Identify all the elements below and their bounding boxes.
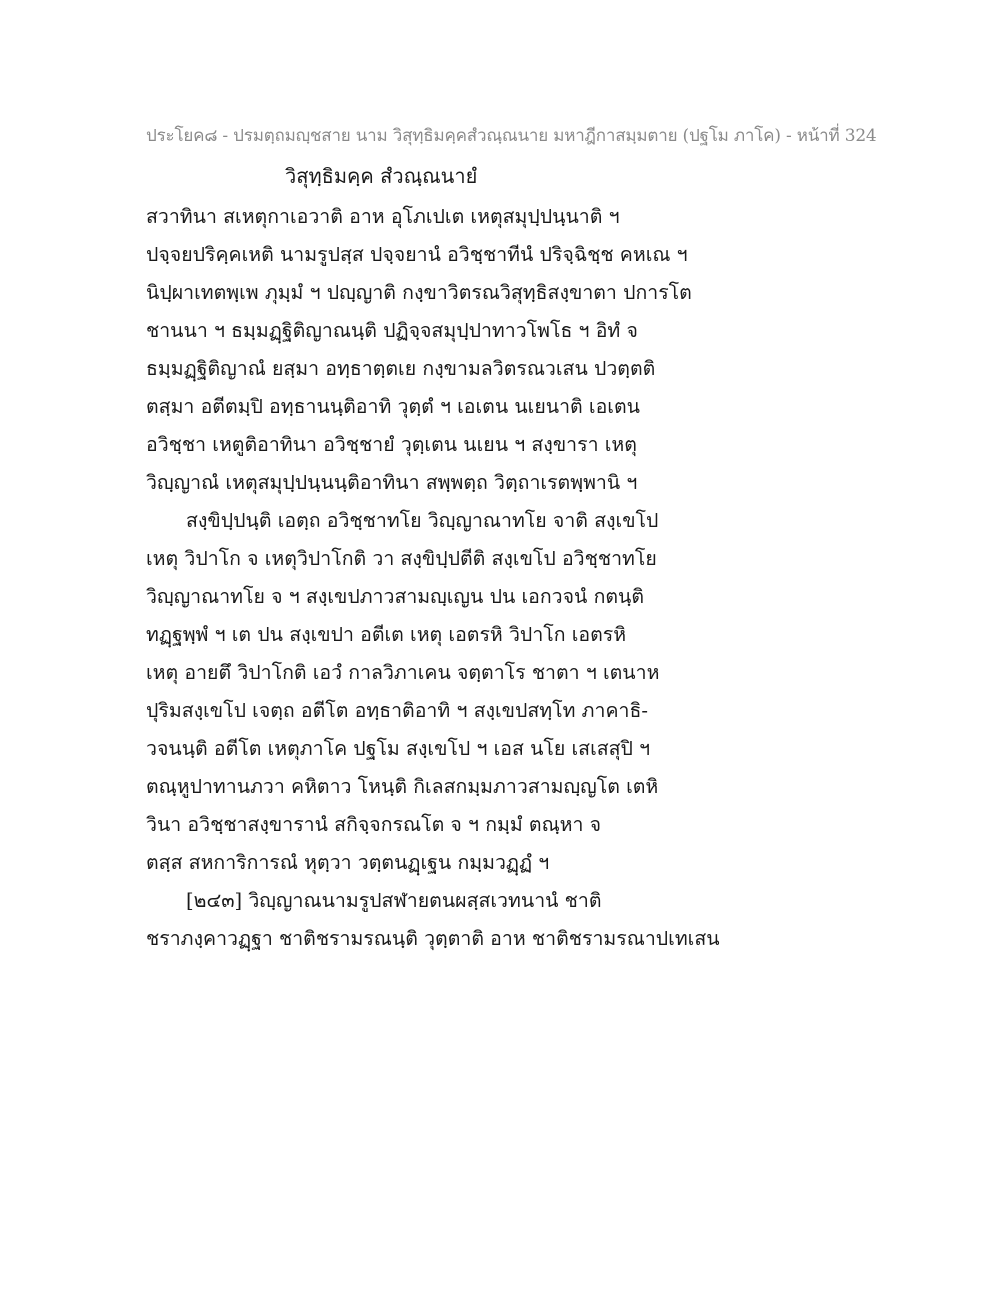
text-line: วินา อวิชฺชาสงฺขารานํ สกิจฺจกรณโต จ ฯ กมฺมํ ตณฺหา จ	[146, 813, 602, 836]
text-line: ตสฺส สหการิการณํ หุตฺวา วตฺตนฏฺเฐน กมฺมวฏฺฏํ ฯ	[146, 851, 550, 874]
section-title: วิสุทฺธิมคฺค สํวณฺณนายํ	[285, 164, 478, 188]
text-line: ปจฺจยปริคฺคเหติ นามรูปสฺส ปจฺจยานํ อวิชฺชาทีนํ ปริจฺฉิชฺช คหเณ ฯ	[146, 243, 688, 266]
paragraph-start-line: [๒๔๓] วิญฺญาณนามรูปสฬายตนผสฺสเวทนานํ ชาติ	[186, 889, 602, 912]
text-line: ตสฺมา อตีตมฺปิ อทฺธานนฺติอาทิ วุตฺตํ ฯ เอเตน นเยนาติ เอเตน	[146, 395, 640, 418]
text-line: วจนนฺติ อตีโต เหตุภาโค ปฐโม สงฺเขโป ฯ เอส นโย เสเสสุปิ ฯ	[146, 737, 651, 760]
text-line: สวาทินา สเหตุกาเอวาติ อาห อุโภเปเต เหตุสมุปฺปนฺนาติ ฯ	[146, 205, 620, 228]
body-text	[146, 198, 846, 958]
text-line: ทฏฺฐพฺพํ ฯ เต ปน สงฺเขปา อตีเต เหตุ เอตรหิ วิปาโก เอตรหิ	[146, 623, 627, 646]
text-line: อวิชฺชา เหตูติอาทินา อวิชฺชายํ วุตฺเตน นเยน ฯ สงฺขารา เหตุ	[146, 433, 637, 456]
text-line: นิปฺผาเทตพฺเพ ภุมฺมํ ฯ ปญฺญาติ กงฺขาวิตรณวิสุทฺธิสงฺขาตา ปการโต	[146, 281, 692, 304]
paragraph-start-line: สงฺขิปฺปนฺติ เอตฺถ อวิชฺชาทโย วิญฺญาณาทโย จาติ สงฺเขโป	[186, 509, 659, 532]
text-line: ชราภงฺคาวฏฺฐา ชาติชรามรณนฺติ วุตฺตาติ อาห ชาติชรามรณาปเทเสน	[146, 927, 720, 950]
text-line: เหตุ อายตึ วิปาโกติ เอวํ กาลวิภาเคน จตฺตาโร ชาตา ฯ เตนาห	[146, 661, 660, 684]
text-line: วิญฺญาณํ เหตุสมุปฺปนฺนนฺติอาทินา สพฺพตฺถ วิตฺถาเรตพฺพานิ ฯ	[146, 471, 638, 494]
text-line: ธมฺมฏฺฐิติญาณํ ยสฺมา อทฺธาตฺตเย กงฺขามลวิตรณวเสน ปวตฺตติ	[146, 357, 656, 380]
text-line: วิญฺญาณาทโย จ ฯ สงฺเขปภาวสามญฺเญน ปน เอกวจนํ กตนฺติ	[146, 585, 645, 608]
text-line: ชานนา ฯ ธมฺมฏฺฐิติญาณนฺติ ปฏิจฺจสมุปฺปาทาวโพโธ ฯ อิทํ จ	[146, 319, 638, 342]
text-line: ตณฺหูปาทานภวา คหิตาว โหนฺติ กิเลสกมฺมภาวสามญฺญโต เตหิ	[146, 775, 659, 798]
text-line: เหตุ วิปาโก จ เหตุวิปาโกติ วา สงฺขิปฺปตีติ สงฺเขโป อวิชฺชาทโย	[146, 547, 657, 570]
text-line: ปุริมสงฺเขโป เจตฺถ อตีโต อทฺธาติอาทิ ฯ สงฺเขปสทฺโท ภาคาธิ-	[146, 699, 648, 722]
running-header: ประโยค๘ - ปรมตฺถมญฺชสาย นาม วิสุทฺธิมคฺคสํวณฺณนาย มหาฎีกาสมฺมตาย (ปฐโม ภาโค) - หน้าที่ 324	[146, 126, 877, 146]
